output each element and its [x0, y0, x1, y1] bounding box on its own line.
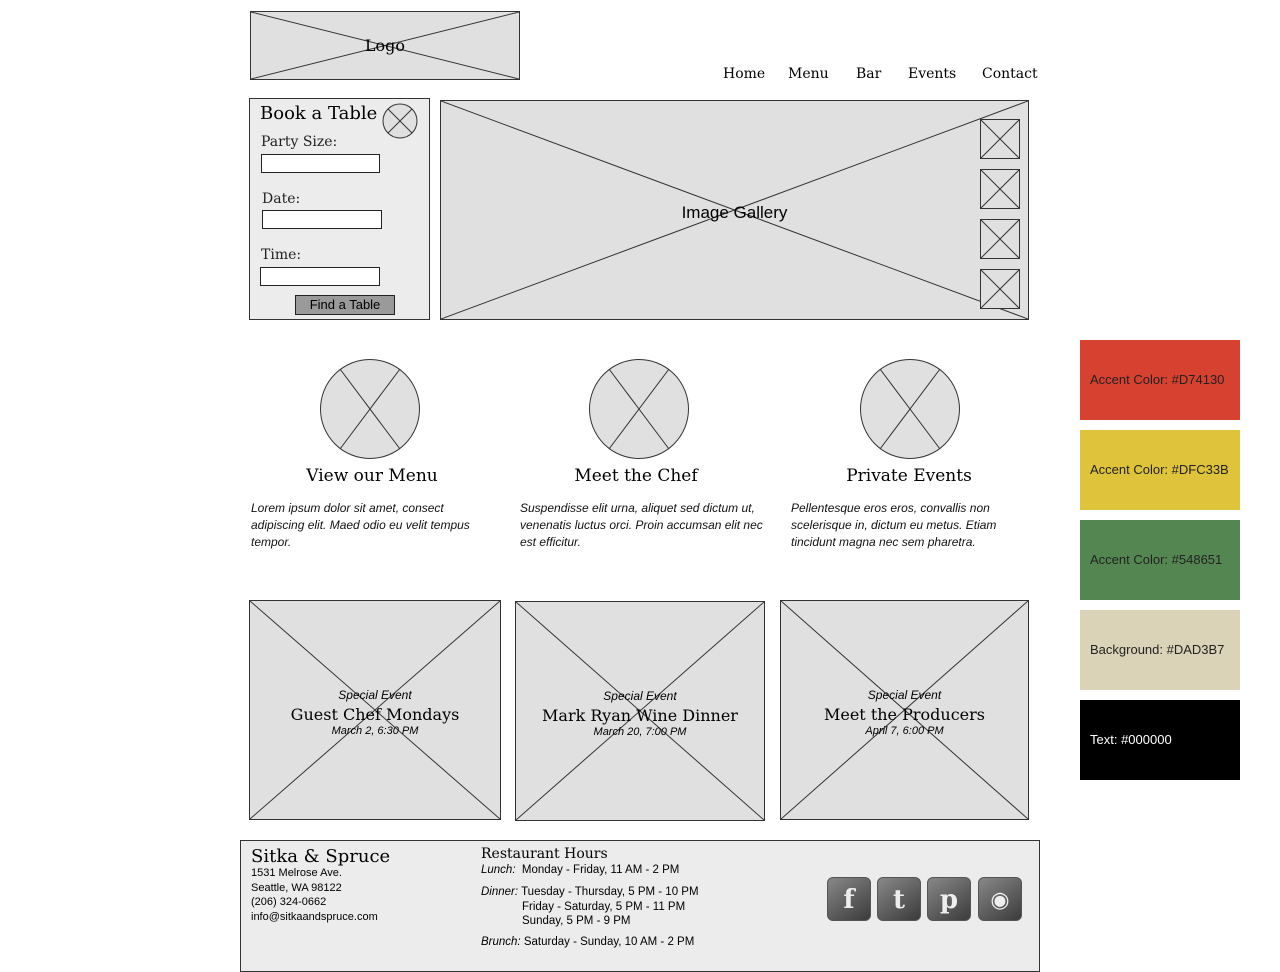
event-kicker: Special Event: [338, 688, 412, 702]
twitter-icon[interactable]: t: [877, 877, 921, 921]
footer: [240, 840, 1040, 972]
feature-text-chef: Suspendisse elit urna, aliquet sed dictum ut, venenatis luctus orci. Proin accumsan elit nec est efficitur.: [520, 501, 763, 549]
feature-text-menu: Lorem ipsum dolor sit amet, consect adipiscing elit. Maed odio eu velit tempus tempor.: [251, 501, 470, 549]
gallery-thumbnail[interactable]: [980, 219, 1020, 259]
event-date: March 20, 7:00 PM: [593, 726, 687, 738]
party-size-label: Party Size:: [261, 134, 338, 150]
brunch-hours: Saturday - Sunday, 10 AM - 2 PM: [523, 936, 695, 948]
nav-contact[interactable]: Contact: [982, 66, 1038, 82]
swatch-accent-green: Accent Color: #548651: [1080, 520, 1240, 600]
brunch-label: Brunch:: [481, 936, 521, 948]
event-kicker: Special Event: [603, 689, 677, 703]
find-table-button[interactable]: Find a Table: [295, 295, 395, 315]
instagram-icon[interactable]: ◉: [978, 877, 1022, 921]
booking-panel: [249, 98, 430, 320]
hours-brunch: [481, 935, 694, 950]
nav-bar[interactable]: Bar: [856, 66, 882, 82]
date-input[interactable]: [262, 210, 382, 229]
dinner-hours-1: Tuesday - Thursday, 5 PM - 10 PM: [521, 886, 699, 898]
feature-title-menu[interactable]: View our Menu: [306, 466, 438, 486]
time-input[interactable]: [260, 267, 380, 286]
logo-text: Logo: [364, 36, 406, 55]
event-card[interactable]: [515, 601, 765, 821]
date-label: Date:: [262, 191, 301, 207]
hours-lunch: [481, 863, 679, 878]
event-card[interactable]: [780, 600, 1029, 820]
gallery-thumbnail[interactable]: [980, 119, 1020, 159]
nav-home[interactable]: Home: [723, 66, 766, 82]
pinterest-icon[interactable]: p: [927, 877, 971, 921]
time-label: Time:: [261, 247, 302, 263]
nav-menu[interactable]: Menu: [788, 66, 829, 82]
facebook-icon[interactable]: f: [827, 877, 871, 921]
swatch-accent-yellow: Accent Color: #DFC33B: [1080, 430, 1240, 510]
footer-address-line2: Seattle, WA 98122: [251, 881, 342, 894]
booking-title: Book a Table: [260, 103, 378, 124]
chef-feature-image[interactable]: [588, 358, 690, 460]
feature-title-events[interactable]: Private Events: [846, 466, 972, 486]
dinner-hours-3: Sunday, 5 PM - 9 PM: [522, 915, 631, 927]
logo-placeholder[interactable]: [250, 11, 520, 80]
footer-brand: Sitka & Spruce: [251, 846, 391, 867]
footer-email[interactable]: info@sitkaandspruce.com: [251, 910, 378, 923]
nav-events[interactable]: Events: [908, 66, 957, 82]
event-date: April 7, 6:00 PM: [865, 725, 944, 737]
party-size-input[interactable]: [261, 154, 380, 173]
event-card[interactable]: [249, 600, 501, 820]
swatch-accent-red: Accent Color: #D74130: [1080, 340, 1240, 420]
event-kicker: Special Event: [867, 688, 942, 702]
hours-dinner: [481, 885, 699, 900]
feature-title-chef[interactable]: Meet the Chef: [574, 466, 698, 486]
event-title: Meet the Producers: [823, 705, 985, 724]
close-icon[interactable]: [382, 103, 418, 139]
gallery-label: Image Gallery: [681, 203, 788, 222]
footer-address-line1: 1531 Melrose Ave.: [251, 867, 342, 879]
events-feature-image[interactable]: [859, 358, 961, 460]
footer-phone[interactable]: (206) 324-0662: [251, 896, 327, 908]
lunch-label: Lunch:: [481, 864, 516, 876]
dinner-hours-2: Friday - Saturday, 5 PM - 11 PM: [522, 900, 686, 913]
gallery-thumbnail[interactable]: [980, 269, 1020, 309]
event-title: Mark Ryan Wine Dinner: [542, 706, 738, 725]
event-date: March 2, 6:30 PM: [331, 725, 419, 737]
dinner-label: Dinner:: [481, 886, 519, 898]
image-gallery[interactable]: [440, 100, 1029, 320]
hours-title: Restaurant Hours: [481, 846, 608, 862]
feature-text-events: Pellentesque eros eros, convallis non scelerisque in, dictum eu metus. Etiam tincidunt magna nec sem pharetra.: [791, 501, 997, 549]
event-title: Guest Chef Mondays: [290, 705, 460, 724]
swatch-background: Background: #DAD3B7: [1080, 610, 1240, 690]
swatch-text: Text: #000000: [1080, 700, 1240, 780]
gallery-thumbnail[interactable]: [980, 169, 1020, 209]
lunch-hours: Monday - Friday, 11 AM - 2 PM: [521, 864, 680, 876]
menu-feature-image[interactable]: [319, 358, 421, 460]
